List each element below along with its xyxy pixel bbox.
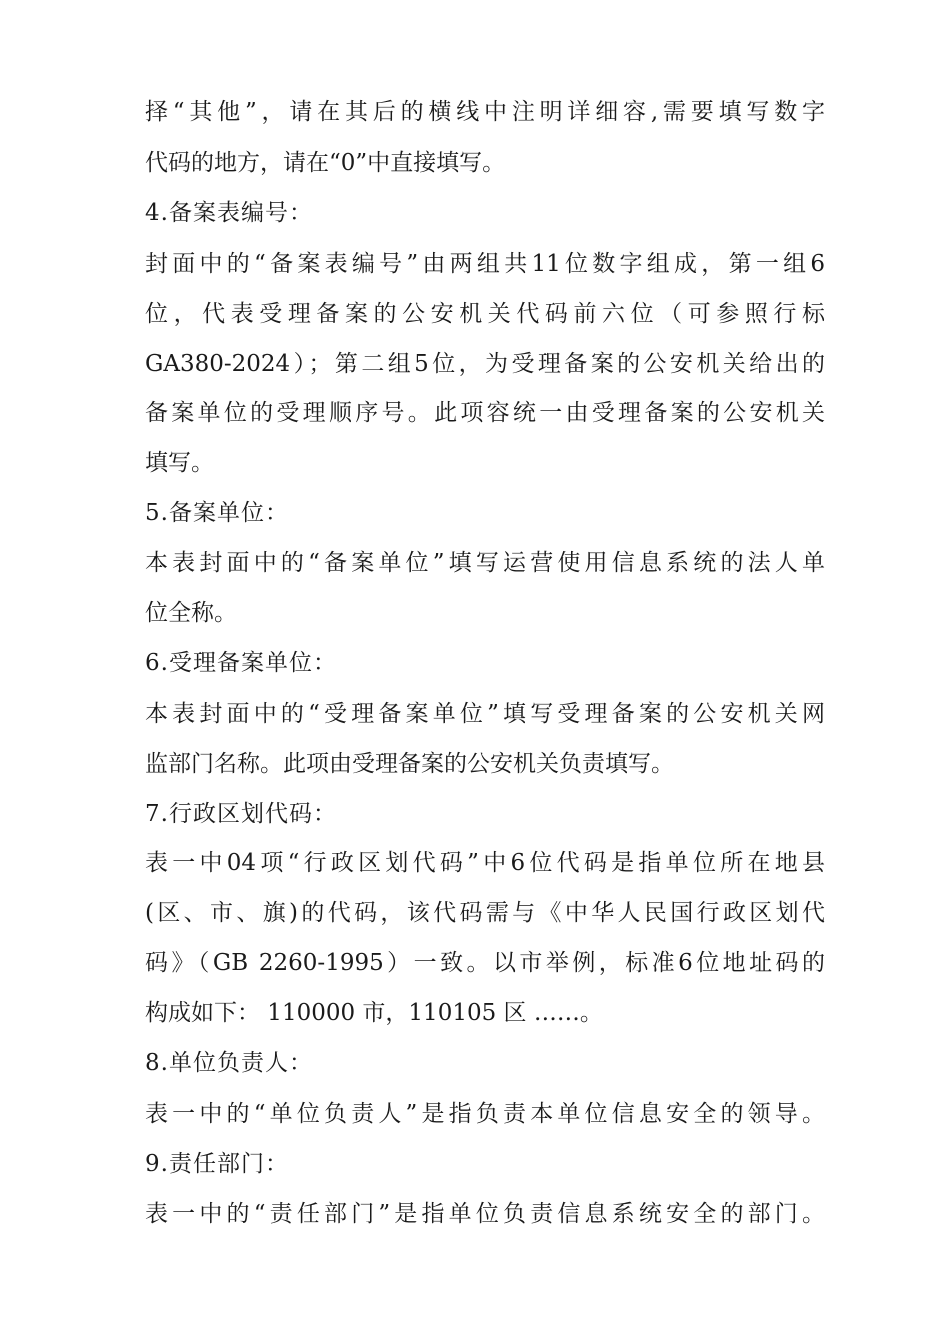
- paragraph-line: 代码的地方，请在“0”中直接填写。: [145, 150, 506, 176]
- paragraph-line: 备案单位的受理顺序号。此项容统一由受理备案的公安机关: [145, 400, 825, 426]
- paragraph-line: 位，代表受理备案的公安机关代码前六位（可参照行标: [145, 301, 825, 327]
- section-heading: 5.备案单位：: [145, 500, 289, 526]
- paragraph-line: 表一中的“单位负责人”是指负责本单位信息安全的领导。: [145, 1101, 825, 1127]
- section-heading: 8.单位负责人：: [145, 1050, 313, 1076]
- paragraph-line: (区、市、旗)的代码，该代码需与《中华人民国行政区划代: [145, 900, 825, 926]
- paragraph-line: 监部门名称。此项由受理备案的公安机关负责填写。: [145, 751, 674, 777]
- paragraph-line: 构成如下： 110000 市，110105 区 ……。: [145, 1000, 603, 1026]
- paragraph-line: 码》（GB 2260-1995）一致。以市举例，标准6位地址码的: [145, 950, 825, 976]
- paragraph-line: 表一中的“责任部门”是指单位负责信息系统安全的部门。: [145, 1201, 825, 1227]
- paragraph-line: 择“其他”，请在其后的横线中注明详细容,需要填写数字: [145, 99, 825, 125]
- section-heading: 9.责任部门：: [145, 1151, 289, 1177]
- paragraph-line: 本表封面中的“备案单位”填写运营使用信息系统的法人单: [145, 550, 825, 576]
- section-heading: 6.受理备案单位：: [145, 650, 337, 676]
- paragraph-line: 本表封面中的“受理备案单位”填写受理备案的公安机关网: [145, 701, 825, 727]
- paragraph-line: 封面中的“备案表编号”由两组共11位数字组成，第一组6: [145, 251, 825, 277]
- paragraph-line: 表一中04项“行政区划代码”中6位代码是指单位所在地县: [145, 850, 825, 876]
- section-heading: 7.行政区划代码：: [145, 801, 337, 827]
- paragraph-line: GA380-2024）；第二组5位，为受理备案的公安机关给出的: [145, 351, 825, 377]
- paragraph-line: 填写。: [145, 450, 214, 476]
- paragraph-line: 位全称。: [145, 600, 237, 626]
- section-heading: 4.备案表编号：: [145, 200, 313, 226]
